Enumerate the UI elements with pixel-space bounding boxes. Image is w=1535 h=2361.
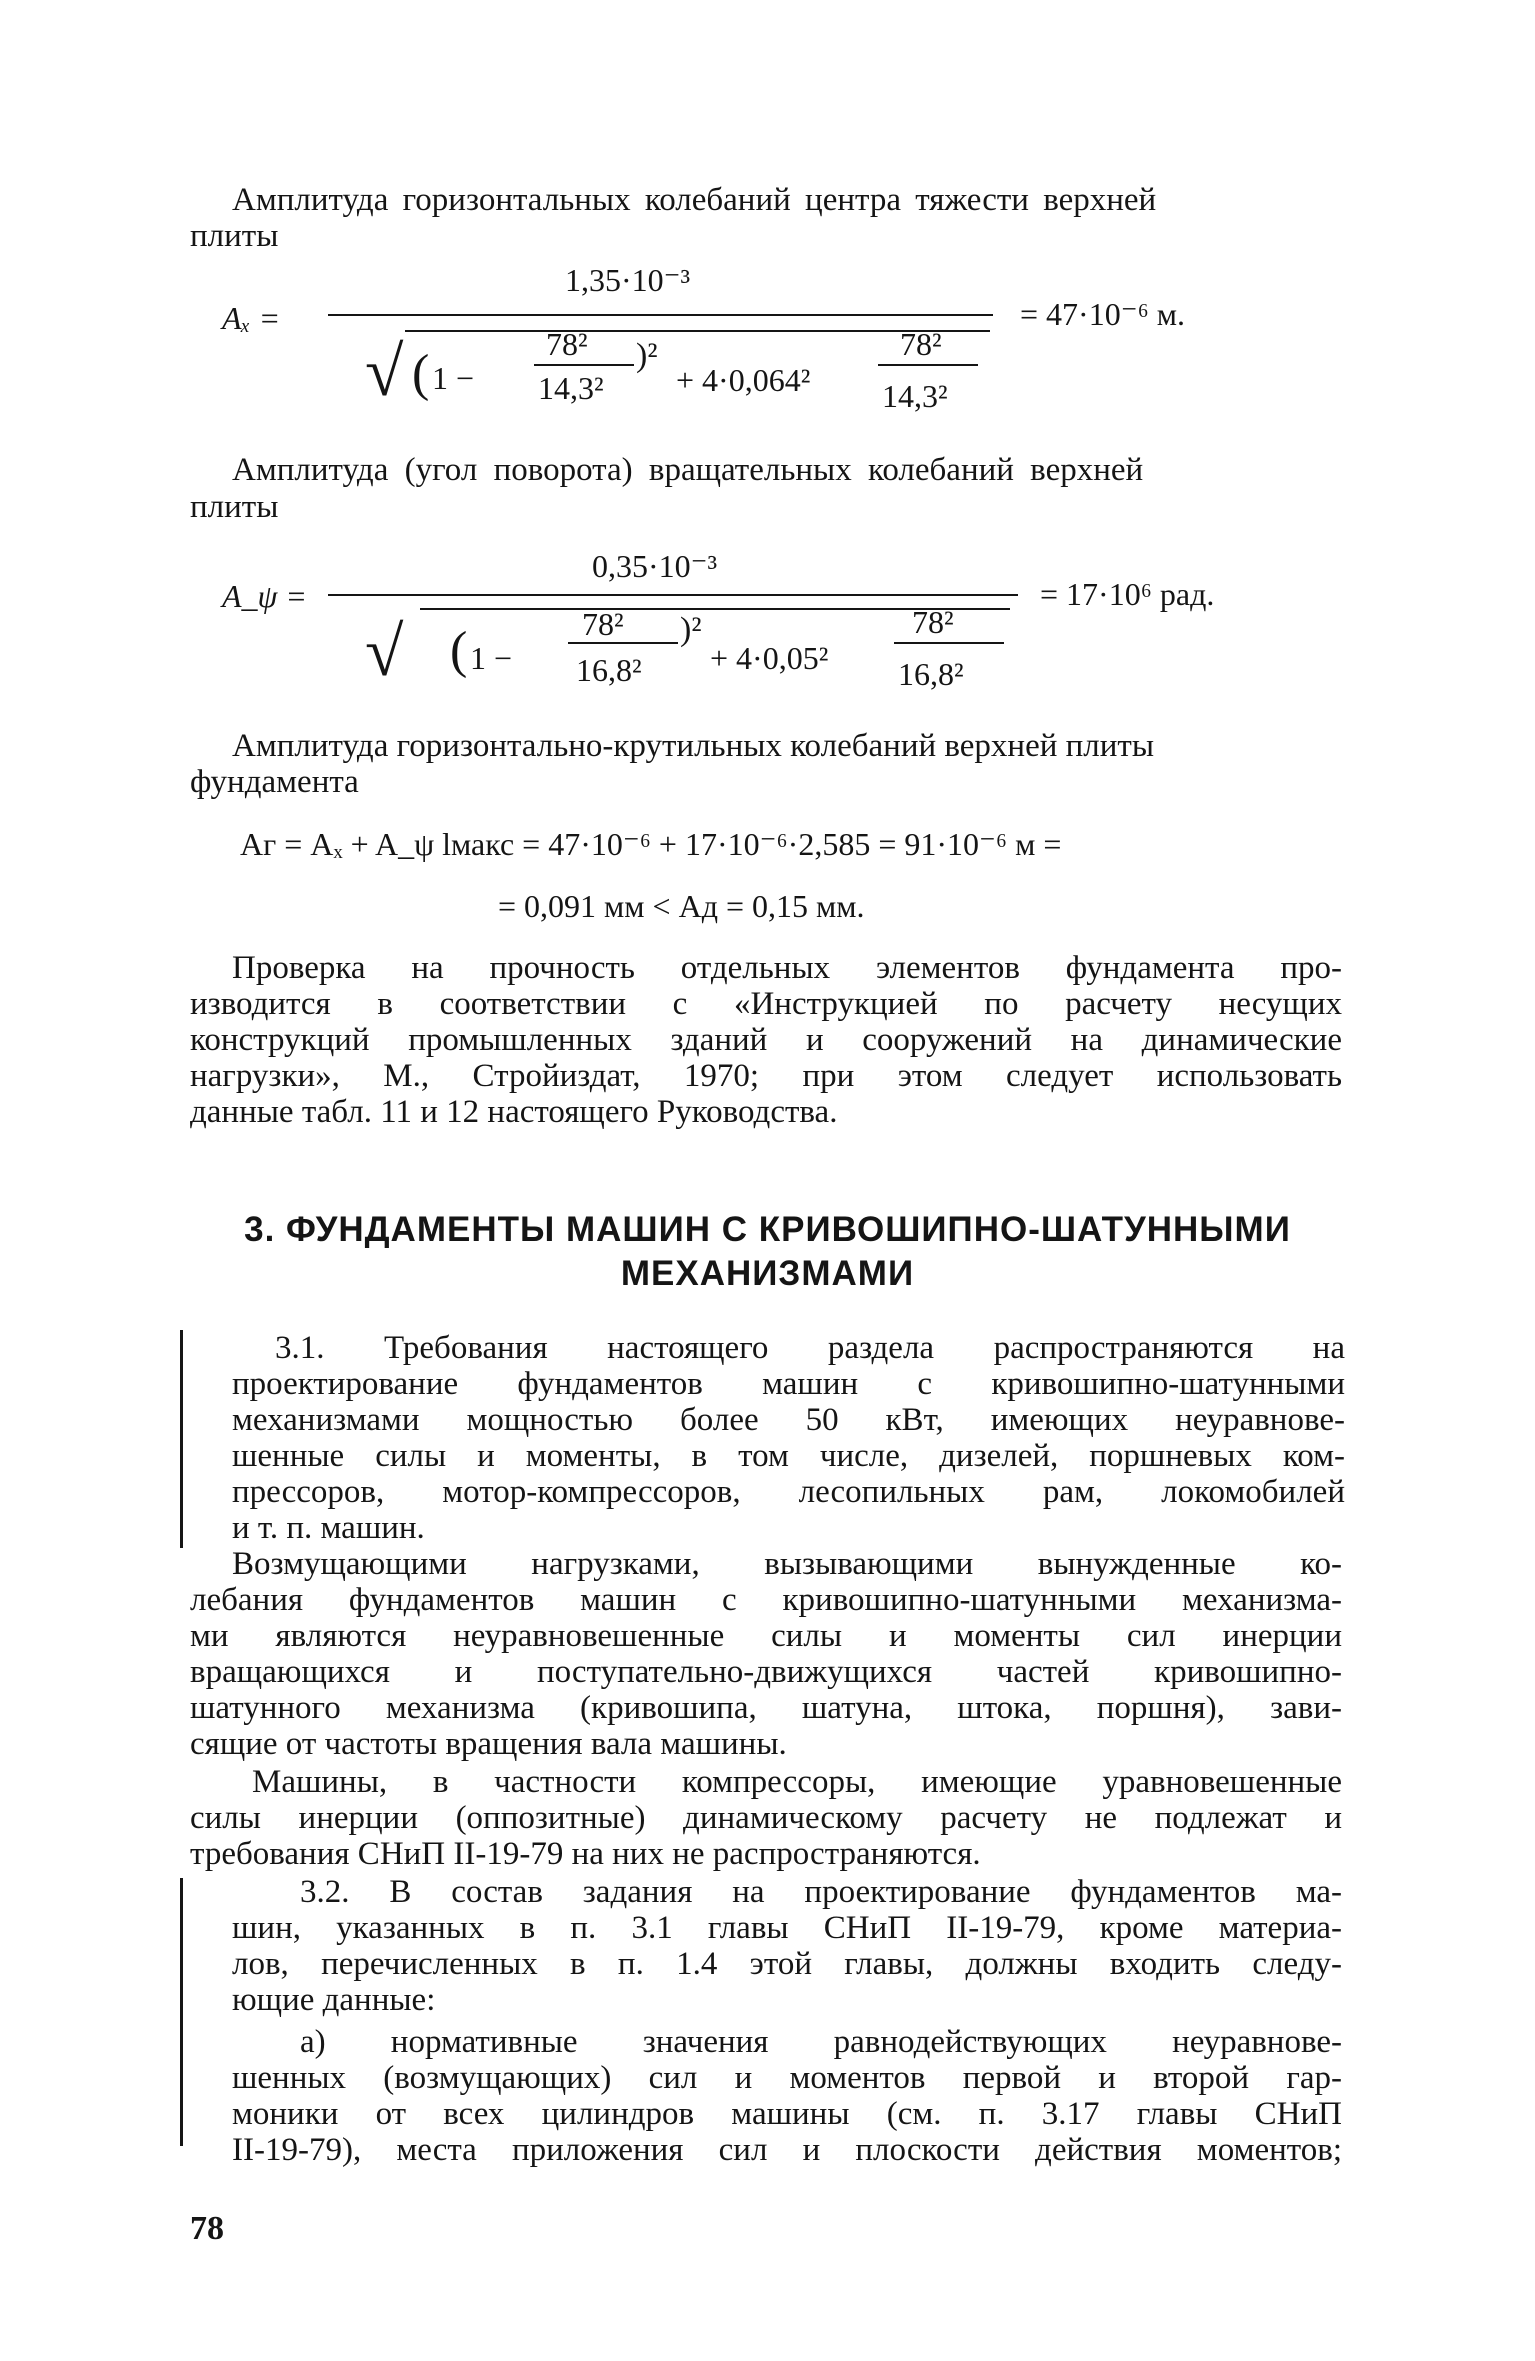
formula-ax-inner-bar (534, 364, 634, 366)
section-heading-line-1: 3. ФУНДАМЕНТЫ МАШИН С КРИВОШИПНО-ШАТУННЫМИ (244, 1210, 1291, 1249)
formula-ax-frac2-den: 14,3² (882, 378, 948, 414)
intro2-line-2: плиты (190, 489, 279, 525)
check-line-5: данные табл. 11 и 12 настоящего Руководства. (190, 1094, 838, 1130)
forces-line-1: Возмущающими нагрузками, вызывающими вынужденные ко- (232, 1546, 1342, 1582)
formula-ax-paren-close: )² (636, 337, 658, 374)
formula-aphi-inner-num: 78² (582, 606, 624, 642)
p31-line-4: шенные силы и моменты, в том числе, дизелей, поршневых ком- (232, 1438, 1345, 1474)
intro2-line-1: Амплитуда (угол поворота) вращательных колебаний верхней (232, 452, 1144, 488)
formula-aphi-paren-close: )² (680, 611, 702, 648)
formula-ax-frac2-num: 78² (900, 326, 942, 362)
formula-ax-inner-num: 78² (546, 326, 588, 362)
formula-aphi-inner-bar (568, 642, 678, 644)
p31-line-3: механизмами мощностью более 50 кВт, имеющих неуравнове- (232, 1402, 1345, 1438)
formula-ax-root: √ (365, 334, 404, 411)
formula-ar-line-1: Aг = Aₓ + A_ψ lмакс = 47·10⁻⁶ + 17·10⁻⁶·2,585 = 91·10⁻⁶ м = (240, 826, 1062, 862)
intro-line-1: Амплитуда горизонтальных колебаний центра тяжести верхней (232, 182, 1157, 218)
p31-line-5: прессоров, мотор-компрессоров, лесопильных рам, локомобилей (232, 1474, 1345, 1510)
intro3-line-1: Амплитуда горизонтально-крутильных колебаний верхней плиты (232, 728, 1155, 764)
formula-aphi-main-bar (328, 594, 1018, 596)
intro-line-2: плиты (190, 218, 279, 254)
a-line-1: а) нормативные значения равнодействующих неуравнове- (300, 2024, 1342, 2060)
p32-line-2: шин, указанных в п. 3.1 главы СНиП II-19-79, кроме материа- (232, 1910, 1342, 1946)
check-line-2: изводится в соответствии с «Инструкцией по расчету несущих (190, 986, 1342, 1022)
a-line-2: шенных (возмущающих) сил и моментов первой и второй гар- (232, 2060, 1342, 2096)
formula-aphi-paren-open: ( (450, 622, 468, 679)
formula-aphi-lhs: A_ψ = (222, 578, 308, 614)
forces-line-6: сящие от частоты вращения вала машины. (190, 1726, 787, 1762)
formula-ax-main-bar (328, 314, 993, 316)
formula-ax-one-minus: 1 − (432, 360, 475, 396)
machines-line-1: Машины, в частности компрессоры, имеющие уравновешенные (252, 1764, 1342, 1800)
a-line-3: моники от всех цилиндров машины (см. п. 3.17 главы СНиП (232, 2096, 1342, 2132)
p32-line-3: лов, перечисленных в п. 1.4 этой главы, должны входить следу- (232, 1946, 1342, 1982)
formula-aphi-frac2-den: 16,8² (898, 656, 964, 692)
formula-aphi-inner-den: 16,8² (576, 652, 642, 688)
check-line-1: Проверка на прочность отдельных элементов фундамента про- (232, 950, 1342, 986)
forces-line-3: ми являются неуравновешенные силы и моменты сил инерции (190, 1618, 1342, 1654)
p32-line-1: 3.2. В состав задания на проектирование фундаментов ма- (300, 1874, 1342, 1910)
formula-ar-line-2: = 0,091 мм < Aд = 0,15 мм. (498, 888, 865, 924)
forces-line-4: вращающихся и поступательно-движущихся частей кривошипно- (190, 1654, 1342, 1690)
margin-change-bar-2 (180, 1878, 183, 2146)
formula-ax-numerator: 1,35·10⁻³ (565, 262, 691, 298)
formula-aphi-frac2-num: 78² (912, 604, 954, 640)
a-line-4: II-19-79), места приложения сил и плоскости действия моментов; (232, 2132, 1342, 2168)
check-line-3: конструкций промышленных зданий и сооружений на динамические (190, 1022, 1342, 1058)
formula-ax-plus-term: + 4·0,064² (676, 362, 811, 398)
p31-line-6: и т. п. машин. (232, 1510, 425, 1546)
p31-line-2: проектирование фундаментов машин с кривошипно-шатунными (232, 1366, 1345, 1402)
page-number: 78 (190, 2210, 224, 2247)
p31-line-1: 3.1. Требования настоящего раздела распространяются на (275, 1330, 1345, 1366)
formula-ax-frac2-bar (878, 364, 978, 366)
formula-ax-result: = 47·10⁻⁶ м. (1020, 296, 1185, 332)
intro3-line-2: фундамента (190, 764, 359, 800)
formula-aphi-frac2-bar (894, 642, 1004, 644)
forces-line-5: шатунного механизма (кривошипа, шатуна, штока, поршня), зави- (190, 1690, 1342, 1726)
section-heading-line-2: МЕХАНИЗМАМИ (620, 1254, 915, 1293)
formula-aphi-numerator: 0,35·10⁻³ (592, 548, 718, 584)
formula-ax-paren-open: ( (412, 345, 430, 402)
machines-line-3: требования СНиП II-19-79 на них не распространяются. (190, 1836, 981, 1872)
margin-change-bar-1 (180, 1330, 183, 1548)
formula-aphi-plus-term: + 4·0,05² (710, 640, 829, 676)
forces-line-2: лебания фундаментов машин с кривошипно-шатунными механизма- (190, 1582, 1342, 1618)
formula-aphi-root: √ (365, 614, 404, 691)
formula-ax-inner-den: 14,3² (538, 370, 604, 406)
formula-aphi-one-minus: 1 − (470, 640, 513, 676)
formula-ax-lhs: Aₓ = (222, 300, 281, 336)
p32-line-4: ющие данные: (232, 1982, 436, 2018)
formula-aphi-result: = 17·10⁶ рад. (1040, 576, 1215, 612)
machines-line-2: силы инерции (оппозитные) динамическому расчету не подлежат и (190, 1800, 1342, 1836)
check-line-4: нагрузки», М., Стройиздат, 1970; при этом следует использовать (190, 1058, 1342, 1094)
